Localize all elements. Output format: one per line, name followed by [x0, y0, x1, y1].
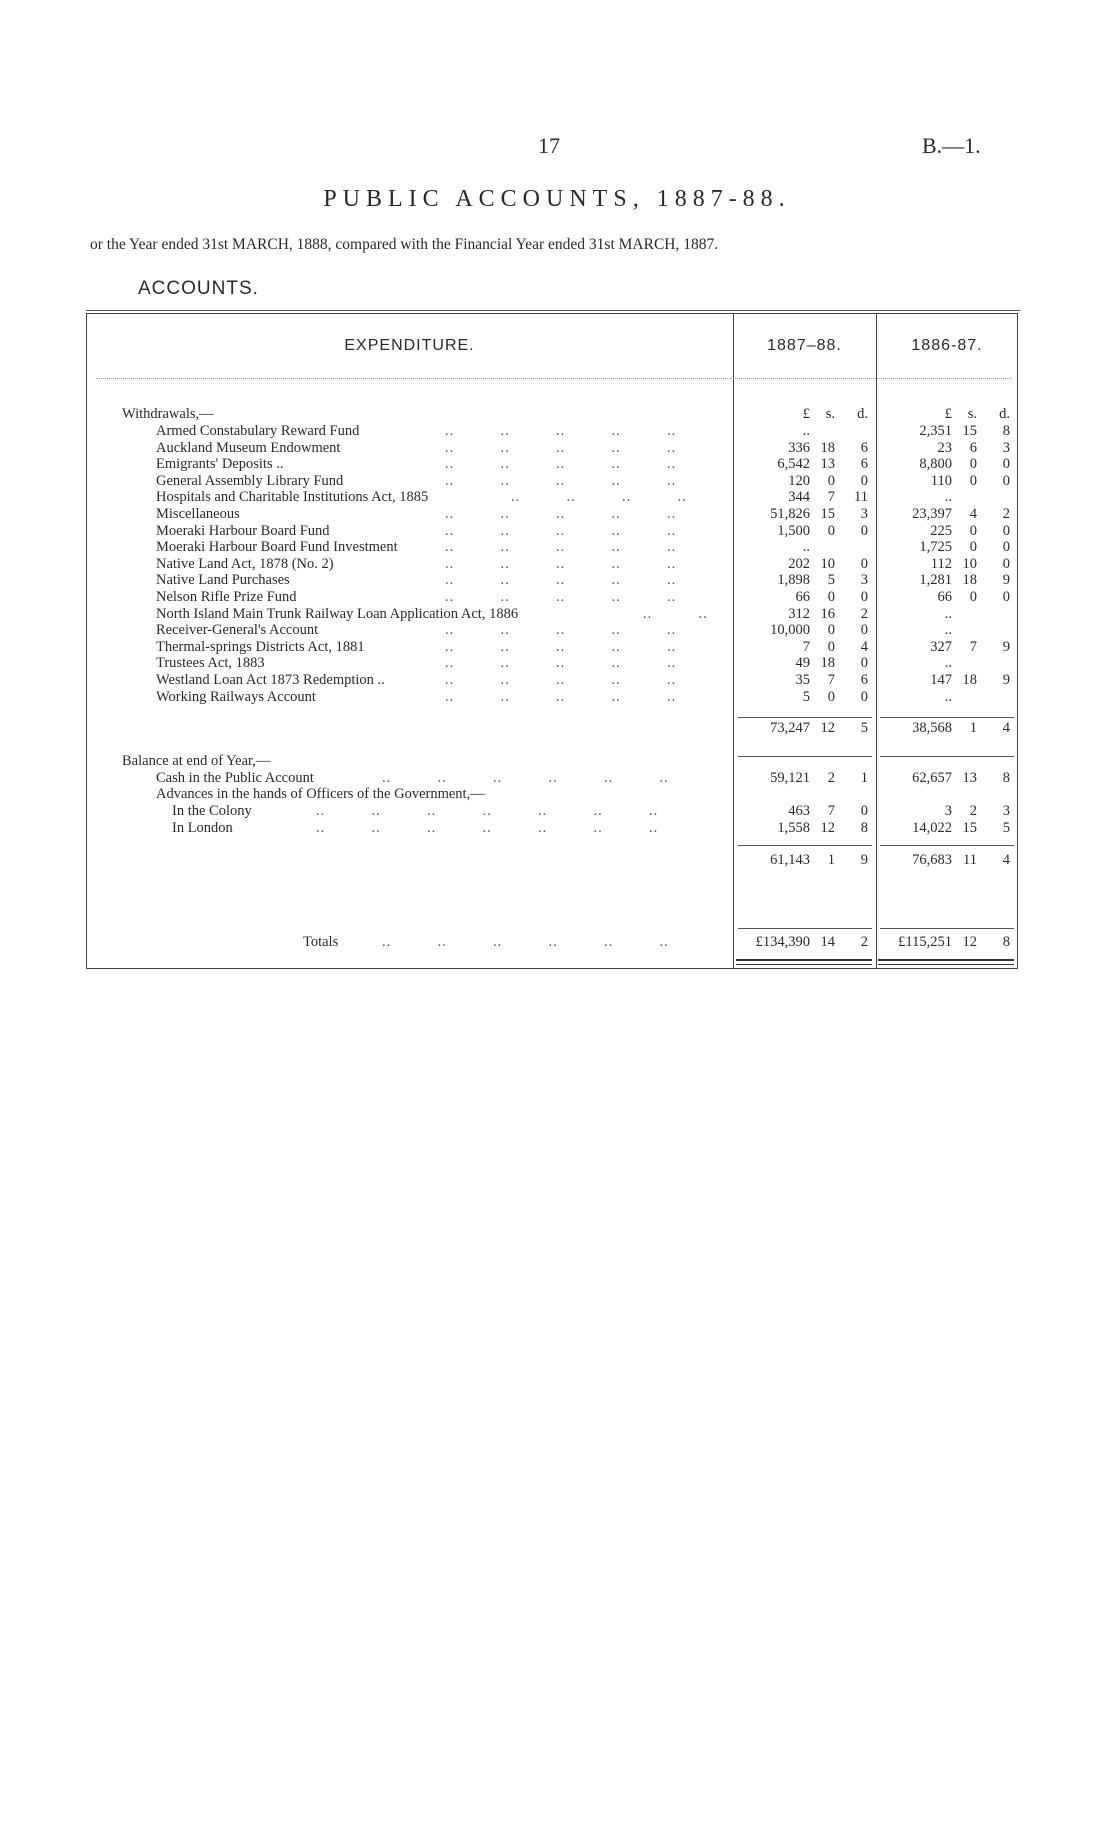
total-pounds-1886: £115,251	[898, 934, 952, 950]
amount-shillings: 7	[827, 672, 835, 688]
shilling-header-2: s.	[967, 406, 977, 422]
item-label: Armed Constabulary Reward Fund	[156, 423, 360, 439]
amount-pounds: 5	[802, 688, 810, 705]
item-label: Hospitals and Charitable Institutions Act, 1885	[156, 489, 429, 506]
amount-pounds: 463	[788, 803, 810, 819]
amount-shillings: 7	[969, 638, 977, 655]
amount-shillings: 0	[827, 589, 835, 605]
amount-shillings: 15	[962, 820, 977, 836]
amount-pence: 0	[860, 803, 868, 819]
amount-shillings: 7	[827, 489, 835, 506]
amount-pounds: 35	[795, 672, 810, 688]
total-shillings-1886: 12	[962, 934, 977, 950]
amount-pounds: 147	[930, 672, 952, 688]
item-label: Nelson Rifle Prize Fund	[156, 589, 297, 605]
leader-dots: .. .. .. .. ..	[445, 539, 677, 556]
amount-pounds: 76,683	[912, 852, 952, 868]
amount-pence: 5	[1002, 820, 1010, 836]
page-number: 17	[538, 133, 560, 158]
amount-pounds: 7	[802, 638, 810, 655]
amount-pence: 3	[860, 572, 868, 589]
amount-pence: 0	[1002, 456, 1010, 473]
amount-shillings: 0	[969, 472, 977, 489]
amount-shillings: 12	[820, 820, 835, 836]
amount-pounds: 38,568	[912, 720, 952, 736]
item-label: Moeraki Harbour Board Fund	[156, 522, 330, 539]
item-label: Auckland Museum Endowment	[156, 439, 341, 456]
leader-dots: .. .. .. .. ..	[445, 555, 677, 572]
amount-pounds: ..	[944, 655, 952, 672]
amount-shillings: 1	[827, 852, 835, 868]
pence-header-2: d.	[999, 406, 1010, 422]
amount-pence: 6	[860, 439, 868, 456]
amount-pence: 1	[860, 770, 868, 786]
amount-pence: 8	[1002, 770, 1010, 786]
amount-pounds: ..	[944, 688, 952, 705]
amount-pounds: ..	[802, 539, 810, 556]
amount-pounds: 312	[788, 605, 810, 622]
amount-pounds: 8,800	[919, 456, 952, 473]
amount-pence: 0	[1002, 555, 1010, 572]
section-heading: ACCOUNTS.	[138, 278, 259, 299]
amount-pounds: 1,281	[919, 572, 952, 589]
amount-shillings: 10	[820, 555, 835, 572]
amount-pence: 9	[1002, 572, 1010, 589]
leader-dots: .. .. .. .. ..	[445, 423, 677, 439]
amount-shillings: 18	[820, 655, 835, 672]
amount-pounds: ..	[944, 489, 952, 506]
amount-shillings: 2	[969, 803, 977, 819]
amount-pence: 2	[1002, 506, 1010, 522]
totals-double-rule-2	[878, 959, 1014, 965]
amount-pounds: ..	[944, 605, 952, 622]
amount-pence: 8	[1002, 423, 1010, 439]
amount-shillings: 0	[827, 638, 835, 655]
amount-pence: 9	[1002, 638, 1010, 655]
top-rule	[86, 310, 1020, 311]
leader-dots: .. .. .. .. ..	[445, 506, 677, 522]
amount-pounds: 1,725	[919, 539, 952, 556]
colony-label: In the Colony	[172, 803, 252, 819]
amount-shillings: 0	[969, 456, 977, 473]
total-pounds-1887: £134,390	[755, 934, 810, 950]
item-label: Westland Loan Act 1873 Redemption ..	[156, 672, 385, 688]
subtotal-rule-2	[880, 717, 1014, 718]
amount-pounds: 49	[795, 655, 810, 672]
leader-dots: .. ..	[643, 605, 708, 622]
amount-pence: 4	[1002, 720, 1010, 736]
leader-dots: .. .. .. .. ..	[445, 456, 677, 473]
amount-pence: 4	[860, 638, 868, 655]
leader-dots: .. .. .. .. ..	[445, 439, 677, 456]
amount-shillings: 15	[820, 506, 835, 522]
leader-dots: .. .. .. .. .. ..	[382, 770, 669, 786]
item-label: North Island Main Trunk Railway Loan Application Act, 1886	[156, 605, 519, 622]
column-divider-1	[733, 313, 734, 969]
amount-shillings: 18	[962, 672, 977, 688]
amount-pounds: 336	[788, 439, 810, 456]
balance-heading: Balance at end of Year,—	[122, 753, 271, 769]
amount-pounds: 1,898	[777, 572, 810, 589]
amount-pence: 0	[1002, 589, 1010, 605]
amount-pounds: ..	[944, 622, 952, 639]
leader-dots: .. .. .. .. ..	[445, 522, 677, 539]
advances-label: Advances in the hands of Officers of the Government,—	[156, 786, 485, 802]
london-label: In London	[172, 820, 233, 836]
page-subtitle: or the Year ended 31st MARCH, 1888, compared with the Financial Year ended 31st MARCH, 1887.	[90, 236, 719, 253]
item-label: Receiver-General's Account	[156, 622, 319, 639]
amount-shillings: 13	[962, 770, 977, 786]
amount-pence: 0	[860, 472, 868, 489]
leader-dots: .. .. .. .. ..	[445, 572, 677, 589]
leader-dots: .. .. .. .. ..	[445, 672, 677, 688]
amount-pounds: ..	[802, 423, 810, 439]
amount-pence: 6	[860, 456, 868, 473]
totals-rule-1	[738, 928, 872, 929]
header-divider	[96, 378, 1012, 379]
leader-dots: .. .. .. .. ..	[445, 472, 677, 489]
amount-pence: 8	[860, 820, 868, 836]
amount-pounds: 62,657	[912, 770, 952, 786]
amount-pounds: 110	[930, 472, 952, 489]
year-1887-header: 1887–88.	[767, 337, 842, 354]
item-label: Emigrants' Deposits ..	[156, 456, 284, 473]
amount-shillings: 18	[820, 439, 835, 456]
amount-pence: 0	[1002, 522, 1010, 539]
amount-pence: 0	[860, 688, 868, 705]
leader-dots: .. .. .. .. .. .. ..	[316, 820, 659, 836]
item-label: Working Railways Account	[156, 688, 316, 705]
amount-pounds: 1,500	[777, 522, 810, 539]
amount-pence: 0	[860, 622, 868, 639]
pence-header-1: d.	[857, 406, 868, 422]
total-pence-1886: 8	[1002, 934, 1010, 950]
subtotal-rule-1	[738, 717, 872, 718]
amount-pounds: 23	[937, 439, 952, 456]
amount-pounds: 10,000	[770, 622, 810, 639]
amount-pence: 0	[1002, 539, 1010, 556]
balance-rule-1	[738, 756, 872, 757]
amount-pounds: 112	[930, 555, 952, 572]
amount-shillings: 0	[969, 539, 977, 556]
totals-rule-2	[880, 928, 1014, 929]
amount-pence: 3	[860, 506, 868, 522]
amount-pence: 5	[860, 720, 868, 736]
amount-pounds: 327	[930, 638, 952, 655]
amount-shillings: 0	[827, 688, 835, 705]
leader-dots: .. .. .. .. .. .. ..	[316, 803, 659, 819]
item-label: Moeraki Harbour Board Fund Investment	[156, 539, 398, 556]
shilling-header-1: s.	[825, 406, 835, 422]
amount-pounds: 225	[930, 522, 952, 539]
amount-shillings: 0	[969, 589, 977, 605]
document-reference: B.—1.	[922, 133, 981, 158]
item-label: Native Land Purchases	[156, 572, 290, 589]
amount-pence: 2	[860, 605, 868, 622]
leader-dots: .. .. .. .. ..	[445, 638, 677, 655]
amount-pence: 0	[860, 589, 868, 605]
amount-shillings: 2	[827, 770, 835, 786]
amount-shillings: 0	[827, 622, 835, 639]
amount-pence: 6	[860, 672, 868, 688]
item-label: Thermal-springs Districts Act, 1881	[156, 638, 365, 655]
year-1886-header: 1886-87.	[911, 337, 983, 354]
amount-pence: 3	[1002, 439, 1010, 456]
amount-pence: 3	[1002, 803, 1010, 819]
amount-shillings: 1	[969, 720, 977, 736]
amount-shillings: 11	[963, 852, 977, 868]
balance-subtotal-rule-1	[738, 845, 872, 846]
amount-pence: 0	[860, 522, 868, 539]
amount-shillings: 12	[820, 720, 835, 736]
amount-pence: 0	[860, 655, 868, 672]
leader-dots: .. .. .. .. ..	[445, 688, 677, 705]
amount-pounds: 14,022	[912, 820, 952, 836]
amount-shillings: 16	[820, 605, 835, 622]
item-label: Miscellaneous	[156, 506, 240, 522]
item-label: General Assembly Library Fund	[156, 472, 344, 489]
amount-pounds: 1,558	[777, 820, 810, 836]
leader-dots: .. .. .. .. ..	[445, 622, 677, 639]
totals-double-rule-1	[736, 959, 872, 965]
leader-dots: .. .. .. .. ..	[445, 589, 677, 605]
pound-header-1: £	[802, 406, 810, 422]
withdrawals-heading: Withdrawals,—	[122, 406, 214, 422]
amount-pounds: 66	[937, 589, 952, 605]
amount-pounds: 23,397	[912, 506, 952, 522]
leader-dots: .. .. .. .. .. ..	[382, 934, 669, 950]
amount-pounds: 59,121	[770, 770, 810, 786]
amount-pence: 0	[860, 555, 868, 572]
amount-pounds: 344	[788, 489, 810, 506]
amount-shillings: 0	[969, 522, 977, 539]
balance-subtotal-rule-2	[880, 845, 1014, 846]
amount-pounds: 6,542	[777, 456, 810, 473]
leader-dots: .. .. .. ..	[511, 489, 687, 506]
expenditure-header: EXPENDITURE.	[344, 337, 475, 354]
amount-shillings: 5	[827, 572, 835, 589]
amount-shillings: 15	[962, 423, 977, 439]
amount-shillings: 18	[962, 572, 977, 589]
amount-pounds: 61,143	[770, 852, 810, 868]
total-pence-1887: 2	[860, 934, 868, 950]
amount-shillings: 0	[827, 472, 835, 489]
column-divider-2	[876, 313, 877, 969]
totals-label: Totals	[303, 934, 339, 950]
amount-pounds: 73,247	[770, 720, 810, 736]
total-shillings-1887: 14	[820, 934, 835, 950]
amount-pence: 9	[1002, 672, 1010, 688]
item-label: Trustees Act, 1883	[156, 655, 265, 672]
amount-pence: 11	[854, 489, 868, 506]
amount-pounds: 3	[944, 803, 952, 819]
amount-pounds: 2,351	[919, 423, 952, 439]
amount-shillings: 6	[969, 439, 977, 456]
amount-pence: 9	[860, 852, 868, 868]
amount-pence: 0	[1002, 472, 1010, 489]
amount-pounds: 66	[795, 589, 810, 605]
amount-shillings: 4	[969, 506, 977, 522]
amount-shillings: 10	[962, 555, 977, 572]
amount-shillings: 0	[827, 522, 835, 539]
amount-shillings: 7	[827, 803, 835, 819]
amount-pounds: 120	[788, 472, 810, 489]
balance-rule-2	[880, 756, 1014, 757]
amount-pence: 4	[1002, 852, 1010, 868]
leader-dots: .. .. .. .. ..	[445, 655, 677, 672]
amount-shillings: 13	[820, 456, 835, 473]
amount-pounds: 51,826	[770, 506, 810, 522]
page-title: PUBLIC ACCOUNTS, 1887-88.	[323, 186, 791, 212]
pound-header-2: £	[944, 406, 952, 422]
item-label: Native Land Act, 1878 (No. 2)	[156, 555, 334, 572]
amount-pounds: 202	[788, 555, 810, 572]
cash-label: Cash in the Public Account	[156, 770, 314, 786]
